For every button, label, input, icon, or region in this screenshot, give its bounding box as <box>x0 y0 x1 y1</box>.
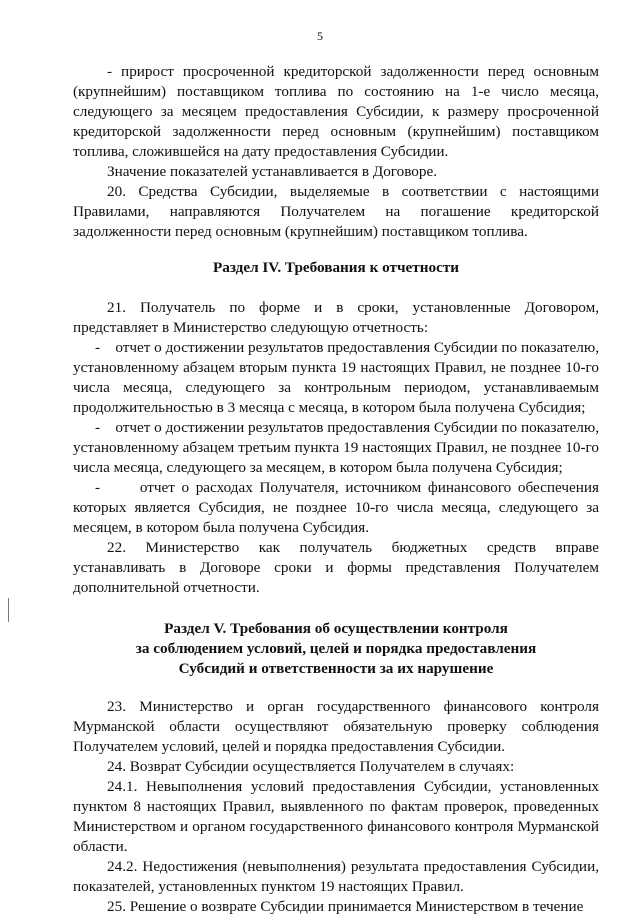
paragraph-arrears-growth: - прирост просроченной кредиторской задолженности перед основным (крупнейшим) поставщиком топлива по состоянию на 1-е число месяца, следующего за месяцем предоставления Субсидии, к размеру просроченной кредиторской задолженности перед основным (крупнейшим) поставщиком топлива, сложившейся на дату предоставления Субсидии. <box>73 63 599 160</box>
page-number: 5 <box>317 29 323 43</box>
section-5-heading-line-1: Раздел V. Требования об осуществлении контроля <box>164 620 508 637</box>
margin-mark <box>8 598 9 622</box>
paragraph-21: 21. Получатель по форме и в сроки, установленные Договором, представляет в Министерство следующую отчетность: <box>73 299 599 336</box>
paragraph-20: 20. Средства Субсидии, выделяемые в соответствии с настоящими Правилами, направляются Получателем на погашение кредиторской задолженности перед основным (крупнейшим) поставщиком топлива. <box>73 183 599 240</box>
report-item-3: - отчет о расходах Получателя, источником финансового обеспечения которых является Субсидия, не позднее 10-го числа месяца, следующего за месяцем, в котором была получена Субсидия. <box>73 479 599 536</box>
paragraph-24-1: 24.1. Невыполнения условий предоставления Субсидии, установленных пунктом 8 настоящих Правил, выявленного по фактам проверок, проведенных Министерством и органом государственного финансового контроля Мурманской области. <box>73 778 599 855</box>
section-5-heading <box>73 619 599 679</box>
report-item-2: - отчет о достижении результатов предоставления Субсидии по показателю, установленному абзацем третьим пункта 19 настоящих Правил, не позднее 10-го числа месяца, следующего за месяцем, в котором была получена Субсидия; <box>73 419 599 476</box>
paragraph-22: 22. Министерство как получатель бюджетных средств вправе устанавливать в Договоре сроки и формы представления Получателем дополнительной отчетности. <box>73 539 599 596</box>
paragraph-25: 25. Решение о возврате Субсидии принимается Министерством в течение <box>107 898 584 915</box>
paragraph-24-2: 24.2. Недостижения (невыполнения) результата предоставления Субсидии, показателей, установленных пунктом 19 настоящих Правил. <box>73 858 599 895</box>
paragraph-23: 23. Министерство и орган государственного финансового контроля Мурманской области осуществляют обязательную проверку соблюдения Получателем условий, целей и порядка предоставления Субсидии. <box>73 698 599 755</box>
report-item-1: - отчет о достижении результатов предоставления Субсидии по показателю, установленному абзацем вторым пункта 19 настоящих Правил, не позднее 10-го числа месяца, следующего за контрольным периодом, устанавливаемым продолжительностью в 3 месяца с месяца, в котором была получена Субсидия; <box>73 339 599 416</box>
paragraph-indicator-values: Значение показателей устанавливается в Договоре. <box>107 163 438 180</box>
paragraph-24: 24. Возврат Субсидии осуществляется Получателем в случаях: <box>107 758 515 775</box>
section-5-heading-line-3: Субсидий и ответственности за их нарушение <box>178 660 494 677</box>
section-4-heading: Раздел IV. Требования к отчетности <box>212 259 460 276</box>
document-body <box>73 62 599 917</box>
section-5-heading-line-2: за соблюдением условий, целей и порядка предоставления <box>135 640 537 657</box>
